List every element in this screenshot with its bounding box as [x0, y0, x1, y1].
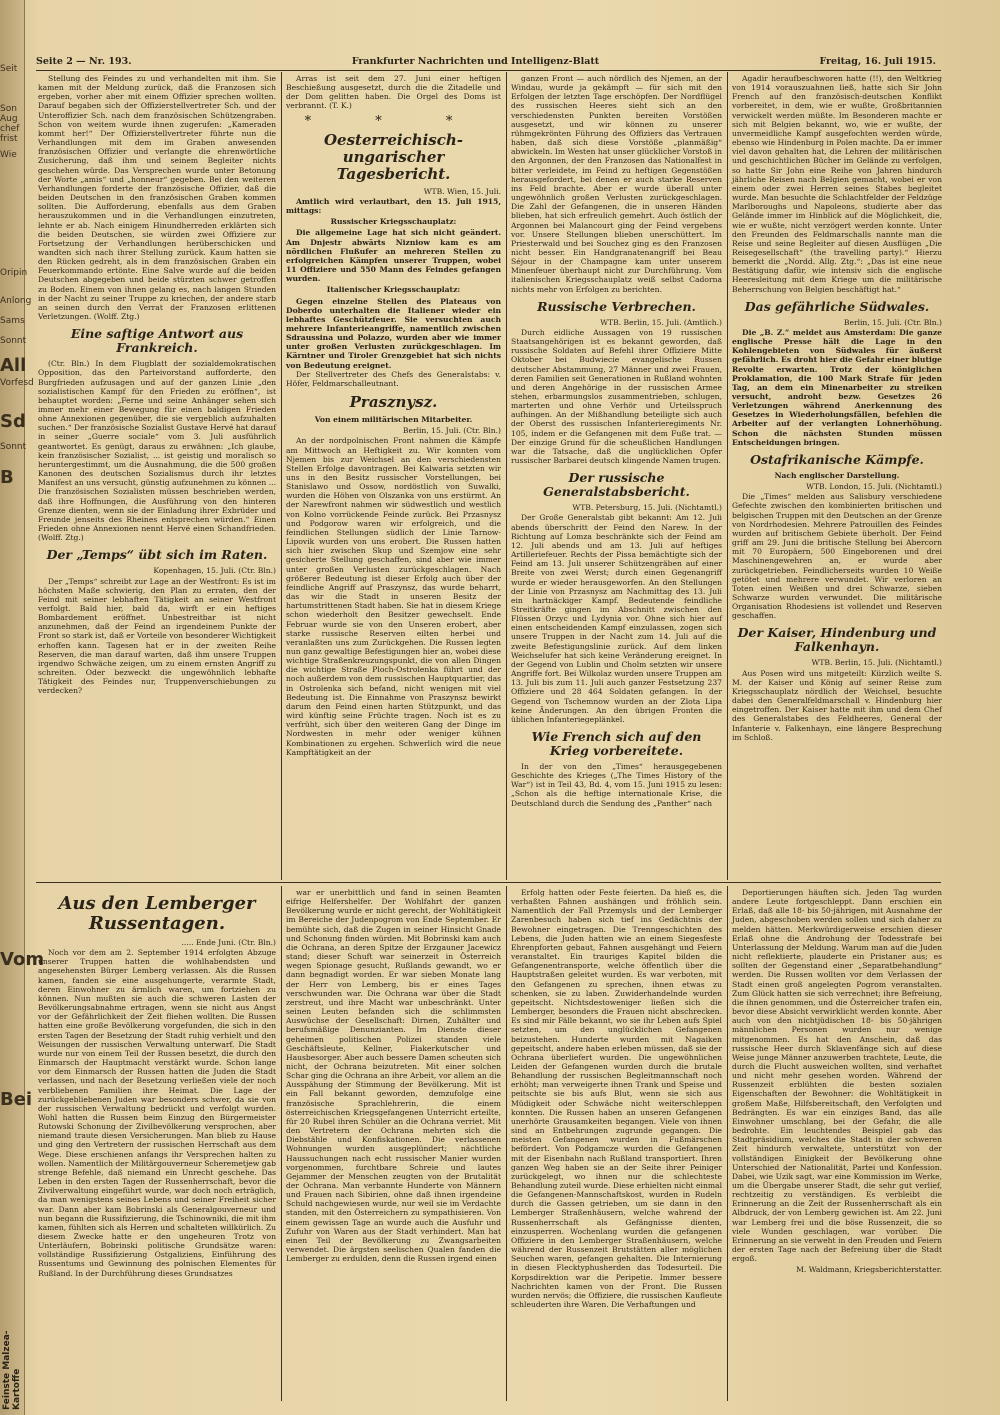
prev-fragment: Wie	[0, 150, 17, 160]
subheading: Russischer Kriegsschauplatz:	[330, 217, 457, 227]
issue-date: Freitag, 16. Juli 1915.	[819, 56, 936, 67]
lower-column-4	[732, 888, 942, 1400]
article-paragraph: An der nordpolnischen Front nahmen die Kämpfe am Mittwoch an Heftigkeit zu. Wir konnten vom Njemen bis zur Weichsel an den verschiedensten Stellen Erfolge davontragen. Bei Kalwaria setzten wir uns in den Besitz russischer Vorstellungen, bei Stanislawo und Ossow, nordöstlich von Suwalki, wurden die Höhen von Olszanka von uns erstürmt. An der Narewfront nahmen wir südwestlich und westlich von Kolno vorrückende Feinde zurück. Bei Przasnysz und Podgorow waren wir erfolgreich, und die feindlichen Stellungen südlich der Linie Tarnow-Lipovik wurden von uns erobert. Die Russen hatten sich hier zwischen Skup und Szemjow eine sehr gesicherte Stellung geschaffen, sind aber wie immer unter großen Verlusten zurückgeschlagen. Nach größerer Bedeutung ist dieser Erfolg auch über der feindliche Angriff auf Praszynsz, das wurde beharrt, das wir die Stadt in unseren Besitz der hartumstrittenen Stadt haben. Sie hat in diesem Kriege schon wiederholt den Besitzer gewechselt. Ende Februar wurde sie von den Unseren erobert, aber starke russische Reserven eilten herbei und veranlaßten uns zum Zurückgehen. Die Russen legten nun ganz gewaltige Befestigungen hier an, wobei diese wichtige Straßenkreuzungspunkt, die von allen Dingen die wichtige Straße Ploch-Ostrolenka führt und der noch außerdem von dem russischen Hauptquartier, das in Ostrolenka sich befand, nicht wenigen mit viel Bedeutung ist. Die Einnahme von Praszynsz bewirkt darum den Feind einen harten Stützpunkt, und das wird künftig seine Früchte tragen. Noch ist es zu verfrüht, sich über den weiteren Gang der Dinge im Nordwesten in mehr oder weniger kühnen Kombinationen zu ergehen. Schwerlich wird die neue Kampftätigkeit an der	[286, 436, 501, 757]
prev-fragment: Seit	[0, 64, 18, 74]
article-paragraph: Der Stellvertreter des Chefs des Generalstabs: v. Höfer, Feldmarschalleutnant.	[286, 369, 501, 388]
column-1	[38, 74, 276, 880]
signature: M. Waldmann, Kriegsberichterstatter.	[796, 1265, 942, 1275]
article-paragraph: Stellung des Feindes zu und verhandelten mit ihm. Sie kamen mit der Meldung zurück, daß die Franzosen sich ergeben, vorher aber mit einem Offizier sprechen wollten. Darauf begaben sich der Offizierstellvertreter Sch. und der Unteroffizier Sch. nach dem französischen Schützengraben. Schon von weitem wurde ihnen zugerufen: „Kameraden kommt her!“ Der Offizierstellvertreter führte nun die Verhandlungen mit dem im Graben anwesenden französischen Offizier und verlangte die ehrenwörtliche Zusicherung, daß ihm und seinem Begleiter nichts geschehen würde. Das Versprechen wurde unter Betonung der Worte „amis“ und „honneur“ gegeben. Bei den weiteren Verhandlungen forderte der französische Offizier, daß die beiden Deutschen in den französischen Graben kommen sollten. Die Aufforderung, ebenfalls aus dem Graben herauszukommen und in die Verhandlungen einzutreten, lehnte er ab. Nach einigem Hinundherreden erklärten sich die beiden Deutschen, sie würden zwei Offiziere zur Fortsetzung der Verhandlungen herüberschicken und wandten sich nach ihrer Stellung zurück. Kaum hatten sie den Rücken gedreht, als in dem französischen Graben ein Feuerkommando ertönte. Eine Salve wurde auf die beiden Deutschen abgegeben und beide stürzten schwer getroffen zu Boden. Einem von ihnen gelang es, nach langen Stunden in der Nacht zu seiner Truppe zu kriechen, der andere starb an seinen durch den Verrat der Franzosen erlittenen Verletzungen. (Wolff. Ztg.)	[38, 74, 276, 322]
dateline: Kopenhagen, 15. Juli. (Ctr. Bln.)	[153, 566, 276, 576]
dateline: Berlin, 15. Juli. (Ctr. Bln.)	[402, 426, 501, 436]
column-rule	[281, 886, 282, 1401]
prev-fragment: Sd	[0, 411, 26, 432]
dateline: WTB. London, 15. Juli. (Nichtamtl.)	[806, 482, 942, 492]
article-paragraph: Agadir heraufbeschworen hatte (!!), den Weltkrieg von 1914 vorauszuahnen ließ, hatte sich Sir John French auf den französisch-deutschen Konflikt vorbereitet, in dem, wie er wußte, Großbritannien verwickelt werden müßte. Im Besonderen machte er sich mit Belgien bekannt, wo, wie er wußte, der unvermeidliche Kampf ausgefochten werden würde, ebenso wie Hindenburg in Polen machte. Da er immer viel davon gehalten hat, die Lehren der militärischen und geschichtlichen Bücher im Gelände zu verfolgen, so hatte Sir John eine Reihe von Jahren hindurch jährliche Reisen nach Belgien gemacht, wobei er von einem oder zwei Herren seines Stabes begleitet wurde. Man besuchte die Schlachtfelder der Feldzüge Marlboroughs und Napoleons, studierte aber das Gelände immer im Hinblick auf die Möglichkeit, die, wie er wußte, nicht verzögert werden konnte. Unter den Freunden des Feldmarschalls nannte man die Reise und seine Begleiter auf diesen Ausflügen „Die Reisegesellschaft“ (the travelling party).“ Hierzu bemerkt die „Nordd. Allg. Ztg.“: „Das ist eine neue Bestätigung dafür, wie intensiv sich die englische Heeresleitung mit dem Kriege um die militärische Beherrschung von Belgien beschäftigt hat.“	[732, 74, 942, 294]
previous-page-edge	[0, 0, 45, 1415]
article-heading: Der Kaiser, Hindenburg und Falkenhayn.	[737, 625, 937, 655]
article-paragraph: Aus Posen wird uns mitgeteilt: Kürzlich weilte S. M. der Kaiser und König auf seiner Reise zum Kriegsschauplatz nördlich der Weichsel, besuchte dabei den Generalfeldmarschall v. Hindenburg hier eingetroffen. Der Kaiser hatte mit ihm und dem Chef des Generalstabes des Feldheeres, General der Infanterie v. Falkenhayn, eine längere Besprechung im Schloß.	[732, 668, 942, 742]
dateline: WTB. Wien, 15. Juli.	[423, 186, 501, 196]
section-stars: * * *	[304, 113, 483, 129]
prev-fragment: B	[0, 467, 14, 488]
article-heading: Wie French sich auf den Krieg vorbereitete.	[531, 729, 702, 758]
masthead-title: Frankfurter Nachrichten und Intelligenz-Blatt	[351, 56, 600, 67]
column-rule	[281, 72, 282, 880]
subheading: Nach englischer Darstellung.	[774, 470, 900, 480]
article-heading: Ostafrikanische Kämpfe.	[750, 451, 924, 467]
dateline: ..... Ende Juni. (Ctr. Bln.)	[181, 938, 276, 947]
article-paragraph: war er unerbittlich und fand in seinen Beamten eifrige Helfershelfer. Der Wohlfahrt der ganzen Bevölkerung wurde er nicht gerecht, der Wohltätigkeit im Bereiche der Judenpogrom von Ende September. Er bemühte sich, daß die Zugen in seiner Hinsicht Gnade und Schonung finden würden. Mit Bobrinski kam auch die Ochrana, an deren Spitze der Erzgauner Jacewicz stand; dieser Schuft war seinerzeit in Österreich wegen Spionage gesucht, Rußlands gewandt, wo er dann begnadigt worden. Er war sieben Monate lang der Herr von Lemberg, bis er eines Tages verschwunden war. Die Ochrana war über die Stadt zerstreut, und ihre Macht war unbeschränkt. Unter seinen Leuten befanden sich die schlimmsten Auswüchse der Gesellschaft: Dirnen, Zuhälter und berufsmäßige Denunzianten. Im Dienste dieser geheimen politischen Polizei standen viele Geschäftsleute, Kellner, Fiakerkutscher und Hausbesorger. Aber auch bessere Damen scheuten sich nicht, der Ochrana beizutreten. Mit einer solchen Schar ging die Ochrana an ihre Arbeit, vor allem an die Ausspähung der Stimmung der Bevölkerung. Mit ist ein Fall bekannt geworden, demzufolge eine französische Sprachlehrerin, die einem österreichischen Kriegsgefangenen Unterricht erteilte, für 20 Rubel ihren Schüler an die Ochrana verriet. Mit den Vertretern der Ochrana mehrten sich die Diebstähle und Konfiskationen. Die verlassenen Wohnungen wurden ausgeplündert; nächtliche Haussuchungen nach echt russischer Manier wurden vorgenommen, furchtbare Schreie und lautes Gejammer der Menschen zeugten von der Brutalität der Ochrana. Man verbannte Hunderte von Männern und Frauen nach Sibirien, ohne daß ihnen irgendeine Schuld nachgewiesen wurde, nur weil sie im Verdachte standen, mit den Österreichern zu sympathisieren. Von einem gewissen Tage an wurde auch die Ausfuhr und Zufuhr von Waren aus der Stadt verhindert. Man hat einen Teil der Bevölkerung zu Zwangsarbeiten verwendet. Die ärgsten seelischen Qualen fanden die Lemberger zu erdulden, denn die Russen irgend einen	[286, 888, 501, 1264]
prev-fragment: Vom	[0, 949, 45, 970]
article-paragraph: Gegen einzelne Stellen des Plateaus von Doberdo unterhalten die Italiener wieder ein lebhaftes Geschützfeuer. Sie versuchten auch mehrere Infanterieangriffe, namentlich zwischen Sdraussina und Polazzo, wurden aber wie immer unter großen Verlusten zurückgeschlagen. Im Kärntner und Tiroler Grenzgebiet hat sich nichts von Bedeutung ereignet.	[286, 296, 501, 370]
prev-vertical-ad: Feinste Malzea-Kartoffe	[2, 1330, 22, 1410]
prev-fragment: Anlong	[0, 296, 32, 306]
lower-column-2	[286, 888, 501, 1400]
article-paragraph: Deportierungen häuften sich. Jeden Tag wurden andere Leute fortgeschleppt. Dann erschien ein Erlaß, daß alle 18- bis 50-jährigen, mit Ausnahme der Juden, abgeschoben werden sollen und sich daher zu melden hätten. Merkwürdigerweise erschien dieser Erlaß ohne die Androhung der Todesstrafe bei Unterlassung der Meldung. Warum man auf die Juden nicht reflektierte, plauderte ein Pristaner aus; es sollten der Gegenstand einer „Separatbehandlung“ werden. Die Russen wollten vor dem Verlassen der Stadt einen groß angelegten Pogrom veranstalten. Zum Glück hatten sie sich verrechnet; ihre Befreiung, die ihnen genommen, und die Österreicher trafen ein, bevor diese Absicht verwirklicht werden konnte. Aber auch von den nichtjüdischen 18- bis 50-jährigen männlichen Personen wurden nur wenige mitgenommen. Es hat den Anschein, daß das russische Heer durch Sklavenfänge sich auf diese Weise junge Männer anzuwerben trachtete, Leute, die durch die Flucht ausweichen wollten, sind verhaftet und nicht mehr gesehen worden. Während der Russenzeit erblühten die besten sozialen Eigenschaften der Bewohner: die Wohltätigkeit in großem Maße, Hilfsbereitschaft, den Verfolgten und Bedrängten. Es war ein einziges Band, das alle Einwohner umschlang, bei der Gefahr, die alle bedrohte. Ein leuchtendes Beispiel gab das Stadtpräsidium, welches die Stadt in der schweren Zeit hindurch verwaltete, unterstützt von der vollständigen Einigkeit der Bevölkerung ohne Unterschied der Nationalität, Partei und Konfession. Dabei, wie Uzik sagt, war eine Kommission im Werke, um die Übergabe unserer Stadt, die sehr gut verlief, rechtzeitig zu verständigen. Es verbleibt die Erinnerung an die Zeit der Russenherrschaft als ein Albdruck, der von Lemberg gewichen ist. Am 22. Juni war Lemberg frei und die böse Russenzeit, die so viele Wunden geschlagen, war vorüber. Die Erinnerung an sie verweht in den Freuden und Feiern der ersten Tage nach der Befreiung über die Stadt ergoß.	[732, 888, 942, 1264]
article-paragraph: Noch vor dem am 2. September 1914 erfolgten Abzuge unserer Truppen hatten die wohlhabendsten und angesehensten Bürger Lemberg verlassen. Als die Russen kamen, fanden sie eine ausgehungerte, verarmte Stadt, deren Einwohner zu ärmlich waren, um fortziehen zu können. Nun mußten sie auch die schweren Lasten der Bevölkerungsabnahme ertragen, wenn sie nicht aus Angst vor der Gefährlichkeit der Zeit fliehen wollten. Die Russen hatten eine große Bevölkerung vorgefunden, die sich in den ersten Tagen der Besetzung der Stadt ruhig verhielt und den Weisungen der russischen Verwaltung unterwarf. Die Stadt wurde nur von einem Teil der Russen besetzt, die durch den Einmarsch der Hauptmacht verstärkt wurde. Schon lange vor dem Einmarsch der Russen hatten die Juden die Stadt verlassen, und nach der Besetzung verließen viele der noch verbliebenen Familien ihre Heimat. Die Lage der zurückgebliebenen Juden war besonders schwer, da sie von der russischen Verwaltung bedrückt und verfolgt wurden. Wohl hatten die Russen beim Einzug den Bürgermeister Rutowski Schonung der Zivilbevölkerung versprochen, aber niemand traute diesen Versicherungen. Man blieb zu Hause und ging den Vertretern der russischen Herrschaft aus dem Wege. Diese erschienen anfangs ihr Versprechen halten zu wollen. Namentlich der Militärgouverneur Scheremetjew gab strenge Befehle, daß niemand ein Unrecht geschehe. Das Leben in den ersten Tagen der Russenherrschaft, bevor die Zivilverwaltung eingeführt wurde, war doch noch erträglich, da man wenigstens seines Lebens und seiner Freiheit sicher war. Dann aber kam Bobrinski als Generalgouverneur und nun begann die Russifizierung, die Tschinowniki, die mit ihm kamen, fühlten sich als Herren und schalteten willkürlich. Zu diesem Zwecke hatte er den ungeheuren Trotz von Unterläufern, Bobrinski politische Grundsätze waren: vollständige Russifizierung Ostgaliziens, Einführung des Russentums und Gewinnung des polnischen Elementes für Rußland. In der Durchführung dieses Grundsatzes	[38, 948, 276, 1278]
article-paragraph: Die „Times“ melden aus Salisbury verschiedene Gefechte zwischen den kombinierten britischen und belgischen Truppen mit den Deutschen an der Grenze von Nordrhodesien. Mehrere Patrouillen des Feindes wurden auf britischem Gebiete überholt. Der Feind griff am 29. Juni die britische Stellung bei Abercorn mit 70 Europäern, 500 Eingeborenen und drei Maschinengewehren an, er wurde aber zurückgetrieben. Feindlicherseits wurden 10 Weiße getötet und mehrere verwundet. Wir verloren an Toten einen Weißen und drei Schwarze, sieben Schwarze wurden verwundet. Die militärische Organisation Rhodesiens ist vollendet und Reserven geschaffen.	[732, 492, 942, 621]
dateline: WTB. Berlin, 15. Juli. (Amtlich.)	[600, 317, 722, 327]
column-rule	[727, 886, 728, 1401]
dateline: Berlin, 15. Juli. (Ctr. Bln.)	[843, 317, 942, 327]
article-paragraph: Erfolg hatten oder Feste feierten. Da hieß es, die verhaßten Fahnen aushängen und fröhlich sein. Namentlich der Fall Przemysls und der Lemberger Zarenbesuch haben sich tief ins Gedächtnis der Bewohner eingetragen. Die Trenngeschichten des Lebens, die Juden hatten wie an einem Siegesfeste Ehrenpforten gebaut, Fahnen ausgehängt und Feiern veranstaltet. Ein trauriges Kapitel bilden die Gefangenentransporte, welche öffentlich über die Hauptstraßen geleitet wurden. Es war verboten, mit den Gefangenen zu sprechen, ihnen etwas zu schenken, sie zu laben. Zuwiderhandelnde wurden gepeitscht. Nichtsdestoweniger ließen sich die Lemberger, besonders die Frauen nicht abschrecken. Es sind mir Fälle bekannt, wo sie ihr Leben aufs Spiel setzten, um den unglücklichen Gefangenen beizustehen. Hunderte wurden mit Nagaiken gepeitscht, andere haben erleben müssen, daß sie der Ochrana überliefert wurden. Die ungewöhnlichen Leiden der Gefangenen wurden durch die brutale Behandlung der russischen Begleitmannschaft noch erhöht; man verweigerte ihnen Trank und Speise und peitschte sie bis aufs Blut, wenn sie sich aus Müdigkeit oder Schwäche nicht weiterschleppen konnten. Die Russen haben an unseren Gefangenen unerhörte Grausamkeiten begangen. Viele von ihnen sind an Entbehrungen zugrunde gegangen. Die meisten Gefangenen wurden in Fußmärschen befördert. Von Podgamcze wurden die Gefangenen mit der Eisenbahn nach Rußland transportiert. Ihren ganzen Weg haben sie an der Seite ihrer Peiniger zurückgelegt, wo ihnen nur die schlechteste Behandlung zuteil wurde. Diese erhielten nicht einmal die Gefangenen-Mannschaftskost, wurden in Rudeln durch die Gassen getrieben, um sie dann in den Lemberger Straßenhäusern, welche wahrend der Russenherrschaft als Gefängnisse dienten, einzusperren. Wochenlang wurden die gefangenen Offiziere in den Lemberger Straßenhäusern, welche während der Russenzeit Brutstätten aller möglichen Seuchen waren, gefangen gehalten. Die Internierung in diesen Flecktyphusherden das Todesurteil. Die Korpsdirektion war die Peripetie. Immer bessere Nachrichten kamen von der Front. Die Russen wurden nervös; die Offiziere, die russischen Kaufleute schleuderten ihre Waren. Die Verhaftungen und	[511, 888, 722, 1310]
page-header	[36, 56, 936, 68]
article-heading: Das gefährliche Südwales.	[744, 298, 930, 314]
section-rule	[36, 882, 941, 883]
lower-column-3	[511, 888, 722, 1400]
page-number: Seite 2 — Nr. 193.	[36, 56, 132, 67]
prev-fragment: All	[0, 355, 27, 376]
article-paragraph: Durch eidliche Aussagen von 19 russischen Staatsangehörigen ist es bekannt geworden, daß russische Soldaten auf Befehl ihrer Offiziere Mitte Oktober bei Budwiecie evangelische Russen deutscher Abstammung, 27 Männer und zwei Frauen, deren Familien seit Generationen in Rußland wohnten und deren Angehörige in der russischen Armee stehen, erbarmungslos zusammentrieben, schlugen, marterten und ohne Verhör und Urteilsspruch aufhingen. An der Mißhandlung beteiligte sich auch der Oberst des russischen Infanterieregiments Nr. 105, indem er die Gefangenen mit dem Fuße trat. — Der einzige Grund für die scheußlichen Handlungen war die Tatsache, daß die unglücklichen Opfer russischer Barbarei deutsch klingende Namen trugen.	[511, 327, 722, 466]
prev-fragment: chef	[0, 124, 20, 134]
article-heading: Oesterreichisch-ungarischer Tagesbericht.	[323, 130, 464, 183]
article-paragraph: ganzen Front — auch nördlich des Njemen, an der Windau, wurde ja gekämpft — für sich mit den Erfolgen der letzten Tage erschöpfen. Der Nordflügel des russischen Heeres sieht sich an den verschiedensten Punkten bereiten Vorstößen ausgesetzt, und wir können zu unserer rühmgekrönten Führung des Offiziers das Vertrauen haben, daß sich diese Vorstöße „planmäßig“ abwickeln. Im Westen hat unser glücklicher Vorstoß in den Argonnen, der den Franzosen das Nationalfest in bitter verleidete, im Feind zu heftigen Gegenstößen herausgefordert, bei denen er auch starke Reserven ins Feld brachte. Aber er wurde überall unter ungewöhnlich großen Verlusten zurückgeschlagen. Die Zahl der Gefangenen, die in unseren Händen blieben, hat sich erfreulich gemehrt. Auch östlich der Argonnen bei Malancourt ging der Feind vergebens vor. Unsere Stellungen blieben unerschüttert. Im Priesterwald und bei Souchez ging es den Franzosen nicht besser. Ein Handgranatenangriff bei Beau Séjour in der Champagne kam unter unserem Minenfeuer überhaupt nicht zur Durchführung. Vom italienischen Kriegsschauplatz weiß selbst Cadorna nichts mehr von Erfolgen zu berichten.	[511, 74, 722, 294]
header-rule	[36, 70, 941, 71]
article-paragraph: In der von den „Times“ herausgegebenen Geschichte des Krieges („The Times History of the War“) ist in Teil 43, Bd. 4, vom 15. Juni 1915 zu lesen: „Schon als die heftige internationale Krise, die Deutschland durch die Sendung des „Panther“ nach	[511, 762, 722, 808]
article-heading: Russische Verbrechen.	[537, 298, 696, 314]
column-rule	[506, 72, 507, 880]
subheading: Italienischer Kriegsschauplatz:	[326, 285, 461, 295]
prev-fragment: Vorfesd	[0, 378, 34, 388]
article-paragraph: Arras ist seit dem 27. Juni einer heftigen Beschießung ausgesetzt, durch die die Zitadelle und der Dom gelitten haben. Die Orgel des Doms ist verbrannt. (T. K.)	[286, 74, 501, 111]
prev-fragment: Aug	[0, 114, 18, 124]
feature-heading: Aus den Lemberger Russentagen.	[58, 893, 256, 934]
article-paragraph: (Ctr. Bln.) In dem Flugblatt der sozialdemokratischen Opposition, das den Parteivorstand aufforderte, den Burgfrieden aufzusagen und auf der ganzen Linie „den sozialistischen Kampf für den Frieden zu eröffnen“, ist behauptet worden: „Ferne und seine Anhänger sehen sich immer mehr einer Bewegung für einen baldigen Frieden ohne Annexionen gegenüber, die sie vergeblich aufzuhalten suchen.“ Der französische Sozialist Gustave Hervé hat darauf in seiner „Guerre sociale“ vom 3. Juli ausführlich geantwortet. Es genügt, daraus zu erwähnen: „Ich glaube, kein französischer Sozialist, ... ist geistig und moralisch so heruntergestimmt, um die Ausnahmung, die die 500 großen Kanonen des deutschen Sozialismus durch ihr letztes Manifest an uns versucht, günstig aufzunehmen zu können ... Die französischen Sozialisten müssen beschrieben werden, daß ihre Hoffnungen, die Ausführung von den hinteren Grenze dienten, wenn sie der Einladung ihrer Exbrüder und Freunde jenseits des Rheines entsprechen würden.“ Einen Frieden ohne Annexionen nennt Hervé einen Schandfrieden. (Wolff. Ztg.)	[38, 359, 277, 543]
lower-column-1	[38, 888, 276, 1400]
article-paragraph: Amtlich wird verlautbart, den 15. Juli 1915, mittags:	[286, 196, 501, 216]
dateline: WTB. Petersburg, 15. Juli. (Nichtamtl.)	[572, 503, 722, 513]
article-heading: Prasznysz.	[349, 393, 438, 412]
article-paragraph: Die „B. Z.“ meldet aus Amsterdam: Die ganze englische Presse hält die Lage in den Kohlengebieten von Südwales für äußerst gefährlich. Es droht hier die Gefahr einer blutige Revolte erwarten. Trotz der königlichen Proklamation, die 100 Mark Strafe für jeden Tag, an dem ein Minenarbeiter zu streiken versucht, androht bezw. Gesetzes 26 Verletzungen während Anerkennung des Gesetzes in Wiederholungsfällen, befehlen die Arbeiter auf der verlangten Lohnerhöhung. Schon die nächsten Stunden müssen Entscheidungen bringen.	[732, 327, 942, 447]
article-heading: Der russische Generalstabsbericht.	[543, 470, 690, 500]
column-rule	[506, 886, 507, 1401]
prev-fragment: Oripin	[0, 268, 28, 278]
article-heading: Der „Temps“ übt sich im Raten.	[46, 547, 268, 563]
column-rule	[727, 72, 728, 880]
dateline: WTB. Berlin, 15. Juli. (Nichtamtl.)	[811, 658, 942, 668]
prev-fragment: Son	[0, 104, 17, 114]
article-paragraph: Der „Temps“ schreibt zur Lage an der Westfront: Es ist im höchsten Maße schwierig, den Plan zu erraten, den der Feind mit seiner lebhaften Tätigkeit an seiner Westfront verfolgt. Bald hier, bald da, wirft er ein heftiges Bombardement eröffnet. Unbestreitbar ist nicht anzunehmen, daß der Feind an irgendeinem Punkte der Front so stark ist, daß er Vorteile von besonderer Wichtigkeit erhoffen kann. Tagesen hat er in der zweiten Reihe Reserven, die man darauf warten, daß ihm unsere Truppen irgendwo Schwäche zeigen, um zu einem ernsten Angriff zu schreiten. Oder bezweckt die ungewöhnlich lebhafte Tätigkeit des Feindes nur, Truppenverschiebungen zu verdecken?	[38, 576, 276, 696]
column-2	[286, 74, 501, 880]
prev-fragment: Bei	[0, 1089, 33, 1110]
prev-fragment: Sonnt	[0, 336, 27, 346]
article-heading: Eine saftige Antwort aus Frankreich.	[70, 326, 244, 356]
subheading: Von einem militärischen Mitarbeiter.	[314, 415, 473, 425]
prev-fragment: Sams	[0, 316, 25, 326]
prev-fragment: Sonnt	[0, 442, 27, 452]
article-paragraph: Der Große Generalstab gibt bekannt: Am 12. Juli abends überschritt der Feind den Narew. In der Richtung auf Lomza beschränkte sich der Feind am 12. Juli abends und am 13. Juli auf heftiges Artilleriefeuer. Rechts der Pissa bemächtigte sich der Feind am 13. Juli unserer Schützengräben auf einer Breite von zwei Werst; durch einen Gegenangriff wurde er wieder herausgeworfen. An den Stellungen der Linie von Przasnysz am Nachmittag des 13. Juli ein hartnäckiger Kampf. Bedeutende feindliche Streitkräfte gingen im Abschnitt zwischen den Flüssen Orzyc und Lydynia vor. Ohne sich hier auf einen entscheidenden Kampf einzulassen, zogen sich unsere Truppen in der Nacht zum 14. Juli auf die zweite Befestigungslinie zurück. Auf dem linken Weichselufer hat sich keine Veränderung ereignet. In der Gegend von Lublin und Cholm setzten wir unsere Angriffe fort. Bei Wilkolaz wurden unsere Truppen am 13. Juli bis zum 11. Juli auch ganzer Festsetzung 237 Offiziere und 28 464 Soldaten gefangen. In der Gegend von Tschemnow wurden an der Zlota Lipa keine Änderungen. An den übrigen Fronten die üblichen Infanteriegeplänkel.	[511, 513, 722, 724]
column-3	[511, 74, 722, 880]
column-4	[732, 74, 942, 880]
prev-fragment: frist	[0, 134, 18, 144]
article-paragraph: Die allgemeine Lage hat sich nicht geändert. Am Dnjestr abwärts Nizniow kam es am nördlichen Flußufer an mehreren Stellen zu erfolgreichen Kämpfen unserer Truppen, wobei 11 Offiziere und 550 Mann des Feindes gefangen wurden.	[286, 228, 501, 284]
